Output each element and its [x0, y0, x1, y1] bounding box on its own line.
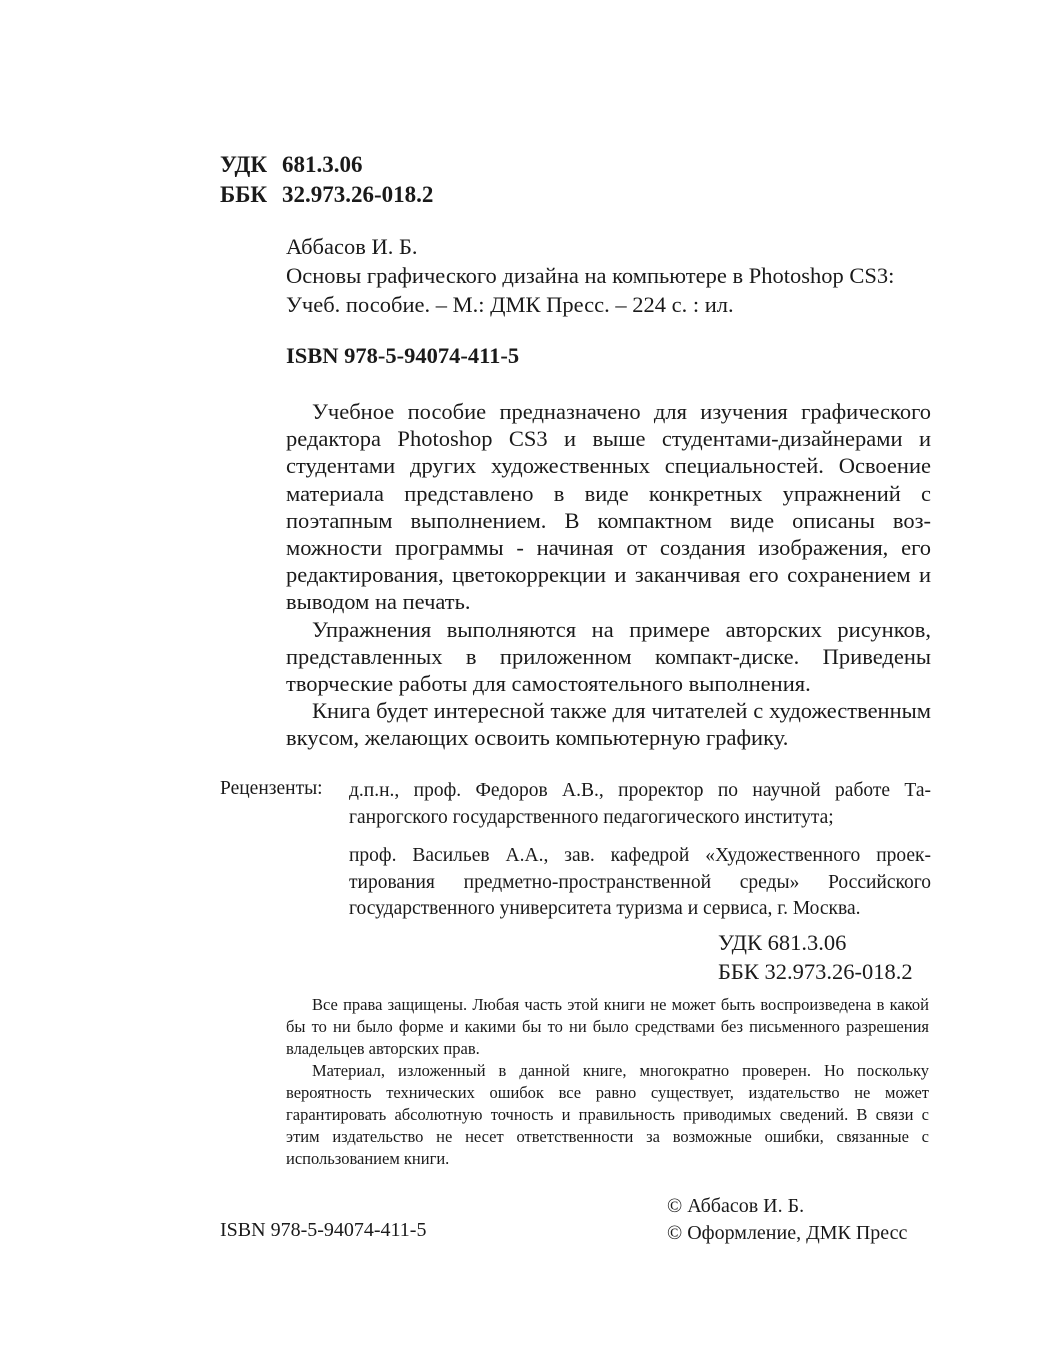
book-title: Основы графического дизайна на компьютере в Photoshop CS3:	[286, 263, 895, 288]
bbk-value: 32.973.26-018.2	[282, 182, 434, 207]
copyright-author: © Аббасов И. Б.	[667, 1195, 805, 1217]
rights-paragraph: Все права защищены. Любая часть этой книги не может быть воспроизведена в какой бы то ни было форме и какими бы то ни было средствами без письменного разрешения владельцев авторских прав.	[286, 995, 929, 1058]
rights-paragraph: Материал, изложенный в данной книге, многократно проверен. Но поскольку вероятность технических ошибок все равно существует, издательство не может гарантировать абсолютную точность и правильность приводимых сведений. В связи с этим издательство не несет ответственности за возможные ошибки, связанные с использованием книги.	[286, 1061, 929, 1168]
reviewer-entry: проф. Васильев А.А., зав. кафедрой «Художественного проектирования предметно-пространственной среды» Российского государственного университета туризма и сервиса, г. Москва.	[349, 845, 931, 919]
abstract-paragraph: Упражнения выполняются на примере авторских рисунков, представленных в приложенном компакт-диске. Приведены творческие работы для самостоятельного выполнения.	[286, 616, 931, 697]
reviewers-label: Рецензенты:	[220, 778, 323, 799]
book-author: Аббасов И. Б.	[286, 234, 418, 259]
udk-row	[220, 150, 433, 180]
bbk-code: ББК 32.973.26-018.2	[718, 959, 913, 984]
rights-notice	[286, 994, 929, 1170]
udk-label: УДК	[220, 152, 268, 177]
classification-codes-bottom	[718, 928, 913, 986]
bbk-label: ББК	[220, 182, 268, 207]
abstract-paragraph: Учебное пособие предназначено для изучения графического редактора Photoshop CS3 и выше студентами-дизайнерами и студентами других художественных специальностей. Освоение материала представлено в виде конкретных упражнений с поэтапным выполнением. В компактном виде описаны возможности программы - начиная от создания изображения, его редактирования, цветокоррекции и заканчивая его сохранением и выводом на печать.	[286, 399, 931, 615]
isbn-footer: ISBN 978-5-94074-411-5	[220, 1219, 427, 1241]
book-imprint: Учеб. пособие. – М.: ДМК Пресс. – 224 с. : ил.	[286, 292, 734, 317]
bibliographic-record	[286, 232, 894, 319]
abstract-paragraph: Книга будет интересной также для читателей с художественным вкусом, желающих освоить компьютерную графику.	[286, 698, 931, 751]
bbk-row	[220, 180, 433, 210]
udk-value: 681.3.06	[282, 152, 363, 177]
udk-code: УДК 681.3.06	[718, 930, 847, 955]
copyright-design: © Оформление, ДМК Пресс	[667, 1222, 908, 1244]
classification-codes-top	[220, 150, 433, 210]
isbn-main: ISBN 978-5-94074-411-5	[286, 343, 520, 368]
reviewer-entry: д.п.н., проф. Федоров А.В., проректор по научной работе Таганрогского государственного педагогического института;	[349, 780, 931, 828]
abstract	[286, 398, 931, 752]
copyright-block	[667, 1193, 907, 1247]
